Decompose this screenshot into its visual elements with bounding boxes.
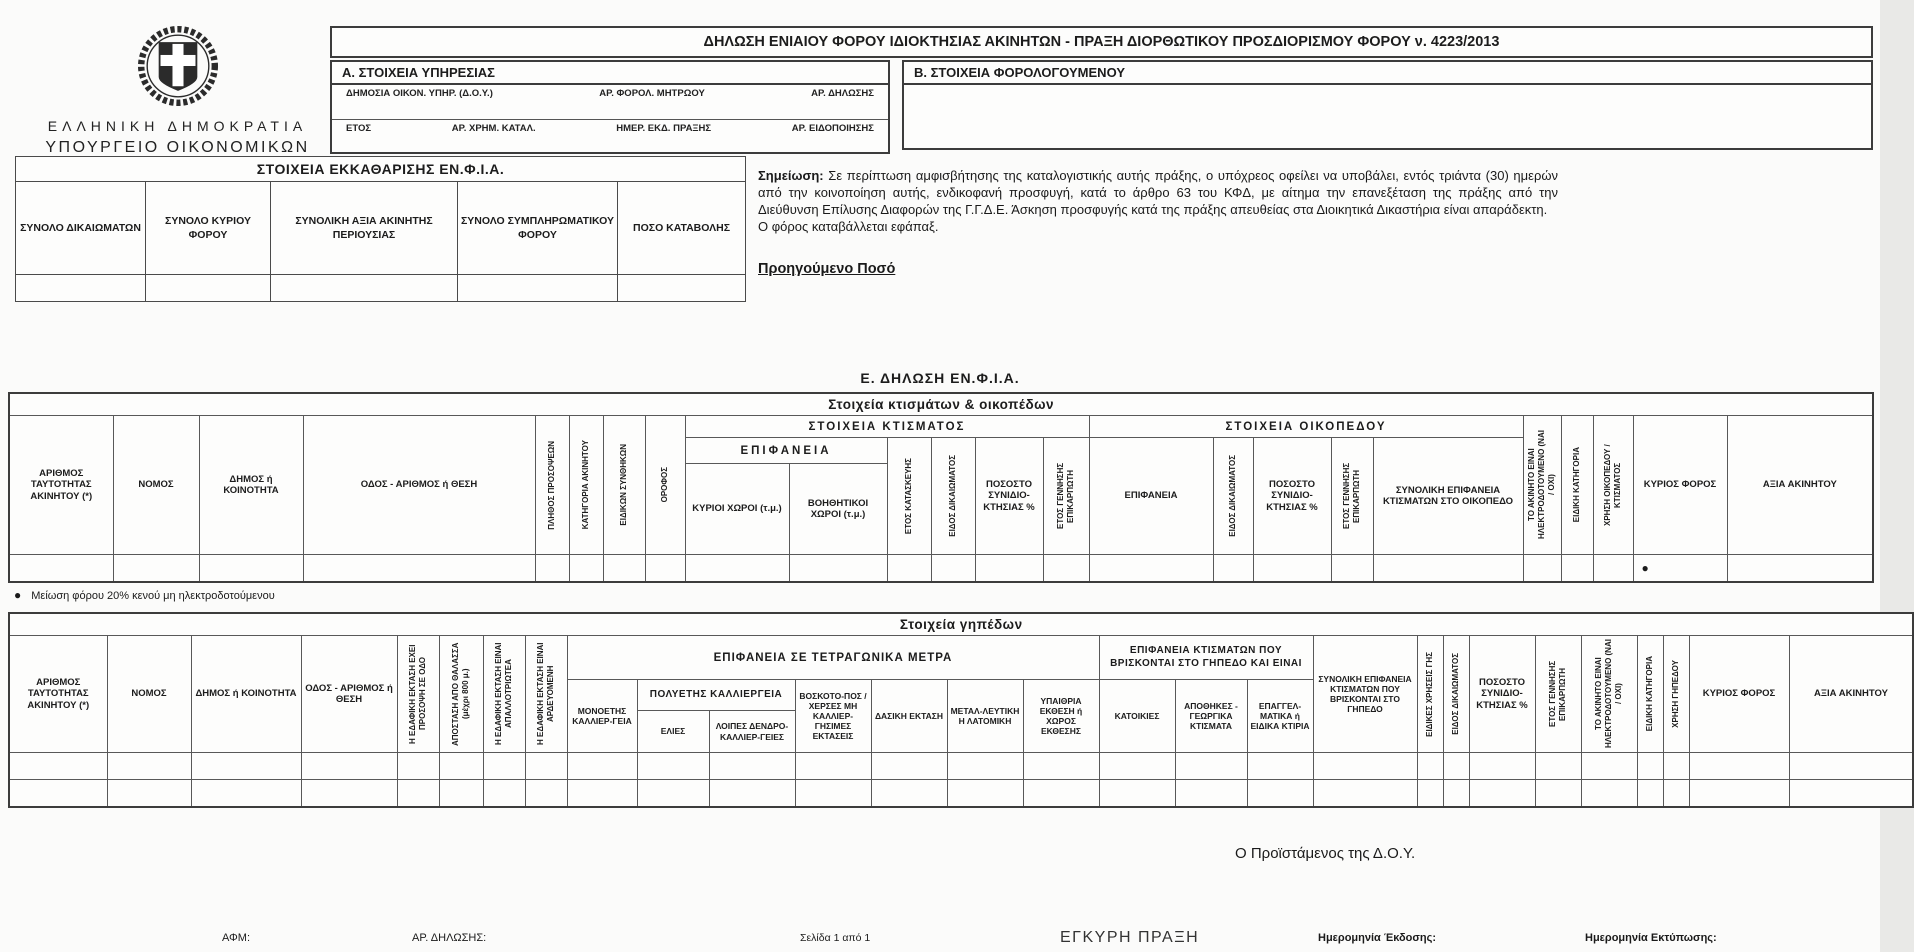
total-rights-header: ΣΥΝΟΛΟ ΔΙΚΑΙΩΜΑΤΩΝ [16,182,146,275]
col-plot-usufruct-birth-year: ΕΤΟΣ ΓΕΝΝΗΣΗΣ ΕΠΙΚΑΡΠΩΤΗ [1331,438,1373,555]
empty-cell [1313,753,1417,780]
col-distance-from-sea: ΑΠΟΣΤΑΣΗ ΑΠΟ ΘΑΛΑΣΣΑ (μέχρι 800 μ.) [439,636,483,753]
empty-cell [931,555,975,583]
empty-cell [947,753,1023,780]
empty-cell [16,275,146,302]
ministry-emblem-block [30,20,325,157]
empty-cell [1637,753,1663,780]
money-list-no-label: ΑΡ. ΧΡΗΜ. ΚΑΤΑΛ. [451,123,536,134]
empty-cell [1663,780,1689,808]
col-usufruct-birth-year: ΕΤΟΣ ΓΕΝΝΗΣΗΣ ΕΠΙΚΑΡΠΩΤΗ [1535,636,1581,753]
note-paragraph [758,168,1558,219]
empty-cell [1789,753,1913,780]
col-electrified: ΤΟ ΑΚΙΝΗΤΟ ΕΙΝΑΙ ΗΛΕΚΤΡΟΔΟΤΟΥΜΕΝΟ (ΝΑΙ / ΟΧΙ) [1523,416,1561,555]
declaration-title: Ε. ΔΗΛΩΣΗ ΕΝ.Φ.Ι.Α. [860,370,1020,386]
col-pasture: ΒΟΣΚΟΤΟ-ΠΟΣ / ΧΕΡΣΕΣ ΜΗ ΚΑΛΛΙΕΡ-ΓΗΣΙΜΕΣ ΕΚΤΑΣΕΙΣ [795,680,871,753]
building-details-group: ΣΤΟΙΧΕΙΑ ΚΤΙΣΜΑΤΟΣ [685,416,1089,438]
empty-cell [1043,555,1089,583]
greek-coat-of-arms-icon [132,20,224,112]
land-data-row [9,780,1913,808]
empty-cell [191,780,301,808]
vacancy-reduction-marker: ● [1633,555,1727,583]
tax-registry-no-label: ΑΡ. ΦΟΡΟΛ. ΜΗΤΡΩΟΥ [599,88,705,99]
col-floor: ΟΡΟΦΟΣ [645,416,685,555]
empty-cell [1581,753,1637,780]
empty-cell [1213,555,1253,583]
section-b-taxpayer-details [902,60,1873,150]
col-special-land-uses: ΕΙΔΙΚΕΣ ΧΡΗΣΕΙΣ ΓΗΣ [1417,636,1443,753]
declaration-section [8,370,1888,808]
col-mining-quarry: ΜΕΤΑΛ-ΛΕΥΤΙΚΗ Η ΛΑΤΟΜΙΚΗ [947,680,1023,753]
settlement-table-title: ΣΤΟΙΧΕΙΑ ΕΚΚΑΘΑΡΙΣΗΣ ΕΝ.Φ.Ι.Α. [16,157,746,182]
col-special-conditions: ΕΙΔΙΚΩΝ ΣΥΝΘΗΚΩΝ [603,416,645,555]
total-property-value-header: ΣΥΝΟΛΙΚΗ ΑΞΙΑ ΑΚΙΝΗΤΗΣ ΠΕΡΙΟΥΣΙΑΣ [271,182,458,275]
perennial-crop-group: ΠΟΛΥΕΤΗΣ ΚΑΛΛΙΕΡΓΕΙΑ [637,680,795,711]
issue-date-label: Ημερομηνία Έκδοσης: [1318,932,1437,944]
enfia-settlement-table [15,156,746,302]
valid-act-stamp: ΕΓΚΥΡΗ ΠΡΑΞΗ [1060,929,1200,946]
col-electrified: ΤΟ ΑΚΙΝΗΤΟ ΕΙΝΑΙ ΗΛΕΚΤΡΟΔΟΤΟΥΜΕΝΟ (ΝΑΙ / ΟΧΙ) [1581,636,1637,753]
surface-sqm-group: ΕΠΙΦΑΝΕΙΑ ΣΕ ΤΕΤΡΑΓΩΝΙΚΑ ΜΕΤΡΑ [567,636,1099,680]
col-warehouses-agricultural: ΑΠΟΘΗΚΕΣ - ΓΕΩΡΓΙΚΑ ΚΤΙΣΜΑΤΑ [1175,680,1247,753]
empty-cell [397,753,439,780]
empty-cell [1535,780,1581,808]
plot-details-group: ΣΤΟΙΧΕΙΑ ΟΙΚΟΠΕΔΟΥ [1089,416,1523,438]
empty-cell [1593,555,1633,583]
col-coownership-pct: ΠΟΣΟΣΤΟ ΣΥΝΙΔΙΟ-ΚΤΗΣΙΑΣ % [975,438,1043,555]
col-plot-surface: ΕΠΙΦΑΝΕΙΑ [1089,438,1213,555]
empty-cell [637,753,709,780]
empty-cell [1789,780,1913,808]
afm-label: ΑΦΜ: [222,932,251,944]
empty-cell [569,555,603,583]
empty-cell [107,753,191,780]
col-plot-right-type: ΕΙΔΟΣ ΔΙΚΑΙΩΜΑΤΟΣ [1213,438,1253,555]
col-road-frontage: Η ΕΔΑΦΙΚΗ ΕΚΤΑΣΗ ΕΧΕΙ ΠΡΟΣΟΨΗ ΣΕ ΟΔΟ [397,636,439,753]
page-number: Σελίδα 1 από 1 [800,932,871,944]
empty-cell [1331,555,1373,583]
footnote-text: Μείωση φόρου 20% κενού μη ηλεκτροδοτούμενου [31,590,275,602]
empty-cell [1417,780,1443,808]
empty-cell [1099,780,1175,808]
empty-cell [709,753,795,780]
empty-cell [303,555,535,583]
declaration-no-label: ΑΡ. ΔΗΛΩΣΗΣ [811,88,874,99]
empty-cell [397,780,439,808]
empty-cell [1469,753,1535,780]
year-value-area [332,134,888,152]
buildings-data-row [9,555,1873,583]
col-atak: ΑΡΙΘΜΟΣ ΤΑΥΤΟΤΗΤΑΣ ΑΚΙΝΗΤΟΥ (*) [9,636,107,753]
col-street: ΟΔΟΣ - ΑΡΙΘΜΟΣ ή ΘΕΣΗ [303,416,535,555]
empty-cell [439,753,483,780]
empty-cell [1443,753,1469,780]
empty-cell [1663,753,1689,780]
empty-cell [567,780,637,808]
col-residences: ΚΑΤΟΙΚΙΕΣ [1099,680,1175,753]
buildings-table-title: Στοιχεία κτισμάτων & οικοπέδων [9,393,1873,416]
total-supplementary-tax-header: ΣΥΝΟΛΟ ΣΥΜΠΛΗΡΩΜΑΤΙΚΟΥ ΦΟΡΟΥ [458,182,618,275]
empty-cell [9,780,107,808]
surface-group: ΕΠΙΦΑΝΕΙΑ [685,438,887,464]
print-date-label: Ημερομηνία Εκτύπωσης: [1585,932,1717,944]
total-main-tax-header: ΣΥΝΟΛΟ ΚΥΡΙΟΥ ΦΟΡΟΥ [146,182,271,275]
empty-cell [618,275,746,302]
col-plot-coownership-pct: ΠΟΣΟΣΤΟ ΣΥΝΙΔΙΟ-ΚΤΗΣΙΑΣ % [1253,438,1331,555]
col-main-tax: ΚΥΡΙΟΣ ΦΟΡΟΣ [1689,636,1789,753]
col-right-type: ΕΙΔΟΣ ΔΙΚΑΙΩΜΑΤΟΣ [931,438,975,555]
section-a-service-details [330,60,890,154]
year-label: ΕΤΟΣ [346,123,372,134]
empty-cell [271,275,458,302]
empty-cell [795,753,871,780]
empty-cell [645,555,685,583]
land-data-row [9,753,1913,780]
col-olives: ΕΛΙΕΣ [637,711,709,753]
col-property-value: ΑΞΙΑ ΑΚΙΝΗΤΟΥ [1789,636,1913,753]
empty-cell [9,555,113,583]
empty-cell [199,555,303,583]
empty-cell [1469,780,1535,808]
table-footnote [14,588,1872,602]
col-prefecture: ΝΟΜΟΣ [113,416,199,555]
empty-cell [975,555,1043,583]
section-b-title: Β. ΣΤΟΙΧΕΙΑ ΦΟΡΟΛΟΓΟΥΜΕΝΟΥ [904,62,1871,85]
section-a-title: Α. ΣΤΟΙΧΕΙΑ ΥΠΗΡΕΣΙΑΣ [332,62,888,85]
empty-cell [1443,780,1469,808]
empty-cell [1727,555,1873,583]
empty-cell [789,555,887,583]
empty-cell [1175,780,1247,808]
col-special-category: ΕΙΔΙΚΗ ΚΑΤΗΓΟΡΙΑ [1637,636,1663,753]
empty-cell [1247,753,1313,780]
empty-cell [535,555,569,583]
col-prefecture: ΝΟΜΟΣ [107,636,191,753]
empty-cell [525,753,567,780]
empty-cell [1175,753,1247,780]
empty-cell [637,780,709,808]
footnote-bullet-icon: ● [14,588,22,602]
empty-cell [146,275,271,302]
col-total-buildings-surface-on-plot: ΣΥΝΟΛΙΚΗ ΕΠΙΦΑΝΕΙΑ ΚΤΙΣΜΑΤΩΝ ΣΤΟ ΟΙΚΟΠΕΔΟ [1373,438,1523,555]
col-plot-building-use: ΧΡΗΣΗ ΟΙΚΟΠΕΔΟΥ / ΚΤΙΣΜΑΤΟΣ [1593,416,1633,555]
empty-cell [483,753,525,780]
empty-cell [1313,780,1417,808]
empty-cell [1689,780,1789,808]
empty-cell [1535,753,1581,780]
empty-cell [1523,555,1561,583]
col-parcel-use: ΧΡΗΣΗ ΓΗΠΕΔΟΥ [1663,636,1689,753]
notice-no-label: ΑΡ. ΕΙΔΟΠΟΙΗΣΗΣ [791,123,874,134]
doy-head-signature-label: Ο Προϊστάμενος της Δ.Ο.Υ. [1235,845,1416,862]
col-property-category: ΚΑΤΗΓΟΡΙΑ ΑΚΙΝΗΤΟΥ [569,416,603,555]
empty-cell [1253,555,1331,583]
col-special-category: ΕΙΔΙΚΗ ΚΑΤΗΓΟΡΙΑ [1561,416,1593,555]
ministry-label: ΥΠΟΥΡΓΕΙΟ ΟΙΚΟΝΟΜΙΚΩΝ [45,139,310,156]
note-line2: Ο φόρος καταβάλλεται εφάπαξ. [758,218,939,234]
note-lead: Σημείωση: [758,168,824,183]
col-professional-special-buildings: ΕΠΑΓΓΕΛ-ΜΑΤΙΚΑ ή ΕΙΔΙΚΑ ΚΤΙΡΙΑ [1247,680,1313,753]
empty-cell [9,753,107,780]
col-main-tax: ΚΥΡΙΟΣ ΦΟΡΟΣ [1633,416,1727,555]
empty-cell [795,780,871,808]
buildings-plots-table [8,392,1874,583]
col-right-type: ΕΙΔΟΣ ΔΙΚΑΙΩΜΑΤΟΣ [1443,636,1469,753]
empty-cell [1417,753,1443,780]
empty-cell [709,780,795,808]
previous-amount-label: Προηγούμενο Ποσό [758,260,896,277]
col-municipality: ΔΗΜΟΣ ή ΚΟΙΝΟΤΗΤΑ [199,416,303,555]
empty-cell [871,753,947,780]
empty-cell [483,780,525,808]
col-irrigated: Η ΕΔΑΦΙΚΗ ΕΚΤΑΣΗ ΕΙΝΑΙ ΑΡΔΕΥΟΜΕΝΗ [525,636,567,753]
land-parcels-table [8,612,1914,808]
col-atak: ΑΡΙΘΜΟΣ ΤΑΥΤΟΤΗΤΑΣ ΑΚΙΝΗΤΟΥ (*) [9,416,113,555]
doy-value-area [332,99,888,120]
doy-label: ΔΗΜΟΣΙΑ ΟΙΚΟΝ. ΥΠΗΡ. (Δ.Ο.Υ.) [346,88,493,99]
form-title: ΔΗΛΩΣΗ ΕΝΙΑΙΟΥ ΦΟΡΟΥ ΙΔΙΟΚΤΗΣΙΑΣ ΑΚΙΝΗΤΩΝ - ΠΡΑΞΗ ΔΙΟΡΘΩΤΙΚΟΥ ΠΡΟΣΔΙΟΡΙΣΜΟΥ ΦΟΡΟΥ ν. 4223/2013 [330,26,1873,58]
buildings-on-parcel-group: ΕΠΙΦΑΝΕΙΑ ΚΤΙΣΜΑΤΩΝ ΠΟΥ ΒΡΙΣΚΟΝΤΑΙ ΣΤΟ ΓΗΠΕΔΟ ΚΑΙ ΕΙΝΑΙ [1099,636,1313,680]
col-usufruct-birth-year: ΕΤΟΣ ΓΕΝΝΗΣΗΣ ΕΠΙΚΑΡΠΩΤΗ [1043,438,1089,555]
empty-cell [1689,753,1789,780]
col-street: ΟΔΟΣ - ΑΡΙΘΜΟΣ ή ΘΕΣΗ [301,636,397,753]
settlement-values-row [16,275,746,302]
empty-cell [567,753,637,780]
form-header [330,26,1873,154]
col-municipality: ΔΗΜΟΣ ή ΚΟΙΝΟΤΗΤΑ [191,636,301,753]
empty-cell [1247,780,1313,808]
col-property-value: ΑΞΙΑ ΑΚΙΝΗΤΟΥ [1727,416,1873,555]
empty-cell [113,555,199,583]
col-annual-crop: ΜΟΝΟΕΤΗΣ ΚΑΛΛΙΕΡ-ΓΕΙΑ [567,680,637,753]
declaration-no-label: ΑΡ. ΔΗΛΩΣΗΣ: [412,932,487,944]
empty-cell [685,555,789,583]
col-forest: ΔΑΣΙΚΗ ΕΚΤΑΣΗ [871,680,947,753]
empty-cell [1581,780,1637,808]
empty-cell [603,555,645,583]
col-main-spaces: ΚΥΡΙΟΙ ΧΩΡΟΙ (τ.μ.) [685,464,789,555]
col-open-exhibition: ΥΠΑΙΘΡΙΑ ΕΚΘΕΣΗ ή ΧΩΡΟΣ ΕΚΘΕΣΗΣ [1023,680,1099,753]
empty-cell [458,275,618,302]
payment-amount-header: ΠΟΣΟ ΚΑΤΑΒΟΛΗΣ [618,182,746,275]
col-auxiliary-spaces: ΒΟΗΘΗΤΙΚΟΙ ΧΩΡΟΙ (τ.μ.) [789,464,887,555]
republic-label: ΕΛΛΗΝΙΚΗ ΔΗΜΟΚΡΑΤΙΑ [47,118,308,134]
objection-note [758,168,1558,278]
col-total-buildings-surface-on-parcel: ΣΥΝΟΛΙΚΗ ΕΠΙΦΑΝΕΙΑ ΚΤΙΣΜΑΤΩΝ ΠΟΥ ΒΡΙΣΚΟΝΤΑΙ ΣΤΟ ΓΗΠΕΔΟ [1313,636,1417,753]
col-coownership-pct: ΠΟΣΟΣΤΟ ΣΥΝΙΔΙΟ-ΚΤΗΣΙΑΣ % [1469,636,1535,753]
empty-cell [1089,555,1213,583]
empty-cell [1023,753,1099,780]
page-footer [0,929,1880,952]
act-issue-date-label: ΗΜΕΡ. ΕΚΔ. ΠΡΑΞΗΣ [616,123,712,134]
empty-cell [301,780,397,808]
col-expropriable: Η ΕΔΑΦΙΚΗ ΕΚΤΑΣΗ ΕΙΝΑΙ ΑΠΑΛΛΟΤΡΙΩΤΕΑ [483,636,525,753]
col-construction-year: ΕΤΟΣ ΚΑΤΑΣΚΕΥΗΣ [887,438,931,555]
empty-cell [301,753,397,780]
land-table-title: Στοιχεία γηπέδων [9,613,1913,636]
empty-cell [947,780,1023,808]
empty-cell [107,780,191,808]
empty-cell [439,780,483,808]
empty-cell [1637,780,1663,808]
empty-cell [887,555,931,583]
col-facades-count: ΠΛΗΘΟΣ ΠΡΟΣΟΨΕΩΝ [535,416,569,555]
empty-cell [1373,555,1523,583]
empty-cell [871,780,947,808]
empty-cell [1023,780,1099,808]
empty-cell [1099,753,1175,780]
col-other-tree-crops: ΛΟΙΠΕΣ ΔΕΝΔΡΟ-ΚΑΛΛΙΕΡ-ΓΕΙΕΣ [709,711,795,753]
empty-cell [191,753,301,780]
empty-cell [1561,555,1593,583]
note-body: Σε περίπτωση αμφισβήτησης της καταλογιστικής αυτής πράξης, ο υπόχρεος οφείλει να υποβάλει, εντός τριάντα (30) ημερών από την κοινοποίηση αυτής, ενδικοφανή προσφυγή, κατά το άρθρο 63 του ΚΦΔ, με αίτημα την επανεξέταση της πράξης από την Διεύθυνση Επίλυσης Διαφορών της Γ.Γ.Δ.Ε. Άσκηση προσφυγής κατά της πράξης απευθείας στα Διοικητικά Δικαστήρια είναι απαράδεκτη. [758,168,1558,217]
empty-cell [525,780,567,808]
